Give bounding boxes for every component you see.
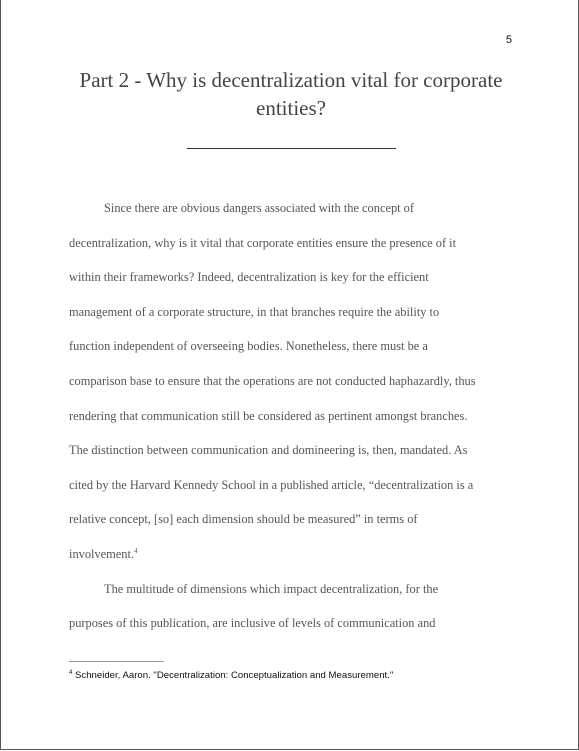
- body-line: decentralization, why is it vital that corporate entities ensure the presence of it: [69, 235, 457, 250]
- page-number: 5: [505, 34, 512, 46]
- body-line: within their frameworks? Indeed, decentralization is key for the efficient: [69, 270, 429, 285]
- body-line: The multitude of dimensions which impact decentralization, for the: [104, 581, 439, 596]
- body-line: function independent of overseeing bodies. Nonetheless, there must be a: [69, 339, 428, 354]
- body-line: The distinction between communication and domineering is, then, mandated. As: [69, 443, 468, 458]
- body-line: rendering that communication still be considered as pertinent amongst branches.: [69, 408, 468, 423]
- body-line-with-footnote: [69, 544, 529, 579]
- title-underline-rule: [187, 148, 396, 149]
- body-line: cited by the Harvard Kennedy School in a published article, “decentralization is a: [69, 477, 474, 492]
- body-line: Since there are obvious dangers associated with the concept of: [104, 201, 415, 215]
- footnote: [69, 670, 529, 681]
- body-line: involvement.: [69, 546, 135, 561]
- footnote-separator: [69, 661, 164, 662]
- footnote-marker: 4: [69, 669, 73, 676]
- section-title: [61, 66, 521, 122]
- body-line: comparison base to ensure that the operations are not conducted haphazardly, thus: [69, 373, 476, 388]
- body-text: [69, 198, 529, 648]
- body-line: purposes of this publication, are inclusive of levels of communication and: [69, 616, 436, 631]
- section-title-line-2: entities?: [256, 96, 326, 120]
- body-line: management of a corporate structure, in that branches require the ability to: [69, 304, 440, 319]
- footnote-text: Schneider, Aaron. "Decentralization: Conceptualization and Measurement.": [75, 670, 394, 681]
- footnote-reference: 4: [134, 546, 138, 555]
- body-line: relative concept, [so] each dimension should be measured” in terms of: [69, 512, 418, 527]
- section-title-line-1: Part 2 - Why is decentralization vital for corporate: [79, 68, 503, 92]
